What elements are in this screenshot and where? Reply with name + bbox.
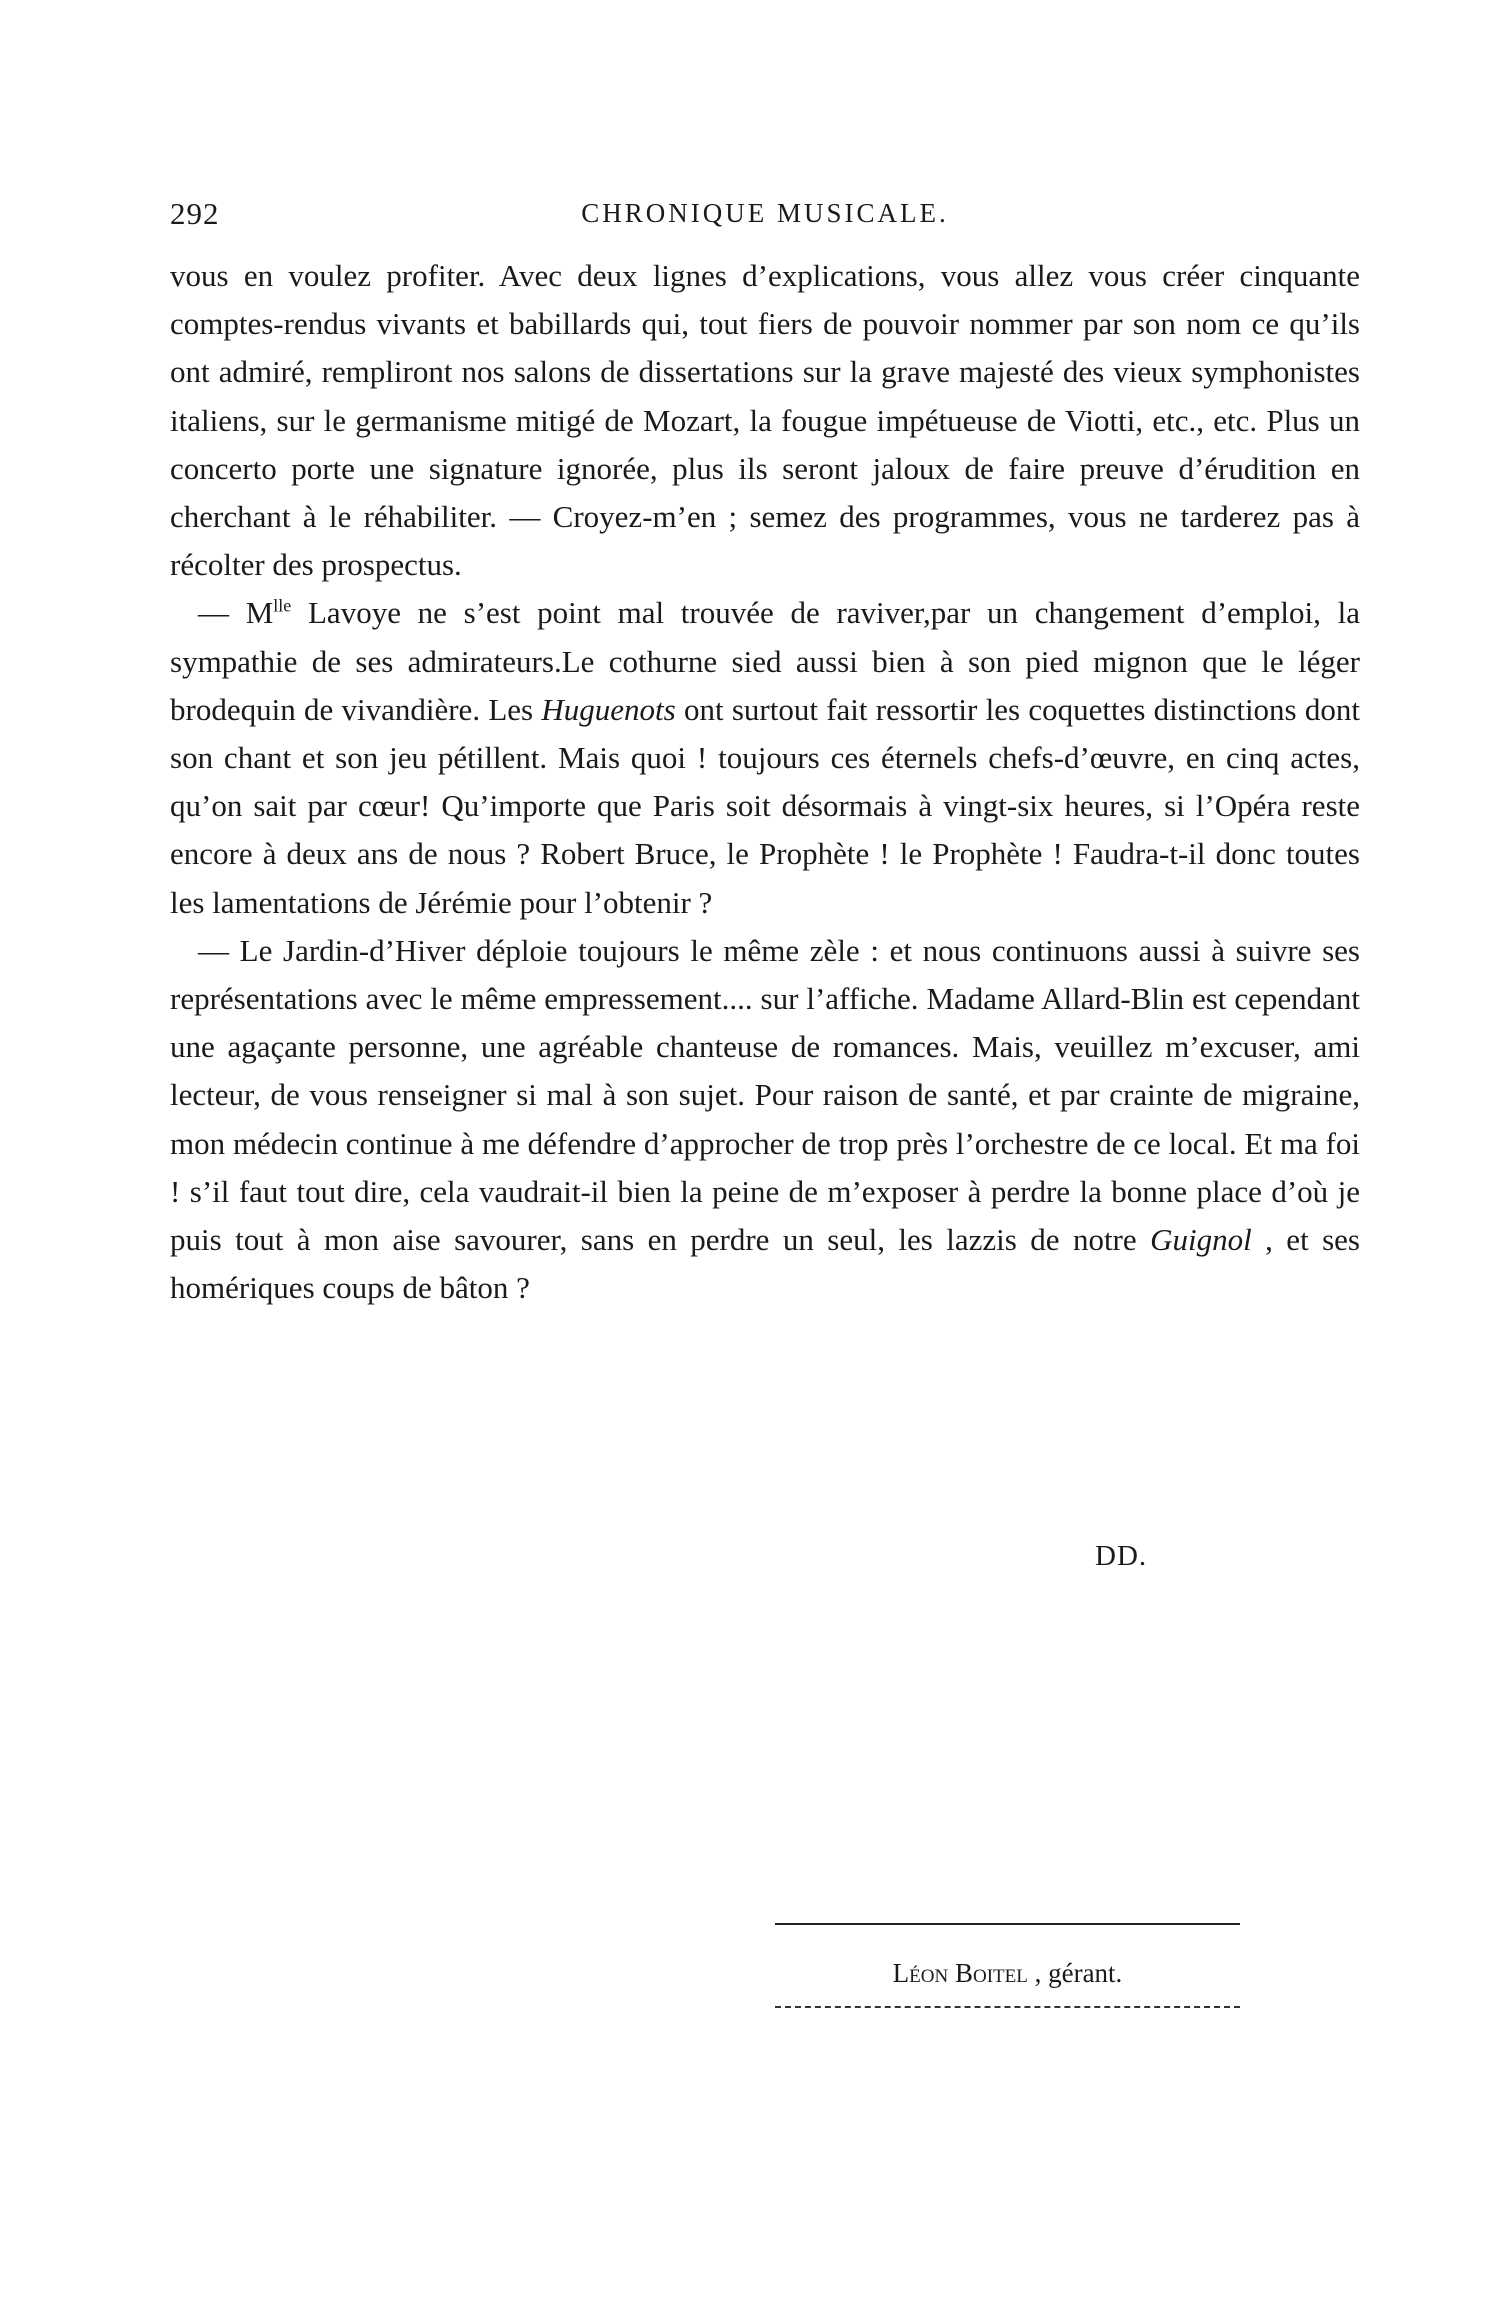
- paragraph-programmes: [170, 252, 1360, 589]
- paragraph-jardin-d-hiver: [170, 927, 1360, 1313]
- paragraph-text: ont surtout fait ressortir les coquettes distinctions dont son chant et son jeu pétillent. Mais quoi ! toujours ces éternels chefs-d’œuvre, en cinq actes, qu’on sait par cœur! Qu’importe que Paris soit désormais à vingt-six heures, si l’Opéra reste encore à deux ans de nous ? Robert Bruce, le Prophète ! le Prophète ! Faudra-t-il donc toutes les lamentations de Jérémie pour l’obtenir ?: [170, 691, 1360, 920]
- superscript-text: lle: [273, 596, 292, 617]
- author-signature: DD.: [1095, 1540, 1148, 1572]
- gerant-title: , gérant.: [1034, 1958, 1123, 1988]
- page-header: [170, 196, 1360, 236]
- footer-rule-bottom: [775, 2006, 1240, 2008]
- gerant-line: [775, 1958, 1240, 1989]
- body-text: [170, 252, 1360, 1312]
- running-title: CHRONIQUE MUSICALE.: [581, 198, 949, 228]
- italic-title-text: Guignol: [1150, 1222, 1252, 1258]
- italic-title-text: Huguenots: [541, 691, 676, 727]
- gerant-name: Léon Boitel: [892, 1958, 1028, 1988]
- footer-rule-top: [775, 1923, 1240, 1925]
- paragraph-lavoye: [170, 589, 1360, 926]
- paragraph-text: — Le Jardin-d’Hiver déploie toujours le même zèle : et nous continuons aussi à suivre ses représentations avec le même empressement.... sur l’affiche. Madame Allard-Blin est cependant une agaçante personne, une agréable chanteuse de romances. Mais, veuillez m’excuser, ami lecteur, de vous renseigner si mal à son sujet. Pour raison de santé, et par crainte de migraine, mon médecin continue à me défendre d’approcher de trop près l’orchestre de ce local. Et ma foi ! s’il faut tout dire, cela vaudrait-il bien la peine de m’exposer à perdre la bonne place d’où je puis tout à mon aise savourer, sans en perdre un seul, les lazzis de notre: [170, 932, 1360, 1258]
- paragraph-text: Lavoye ne s’est point mal trouvée de raviver,par un changement d’emploi, la sympathie de ses admirateurs.Le cothurne sied aussi bien à son pied mignon que le léger brodequin de vivandière. Les: [170, 595, 1360, 727]
- paragraph-text: — M: [198, 595, 274, 631]
- paragraph-text: , et ses homériques coups de bâton ?: [170, 1222, 1360, 1306]
- paragraph-text: vous en voulez profiter. Avec deux lignes d’explications, vous allez vous créer cinquante comptes-rendus vivants et babillards qui, tout fiers de pouvoir nommer par son nom ce qu’ils ont admiré, rempliront nos salons de dissertations sur la grave majesté des vieux symphonistes italiens, sur le germanisme mitigé de Mozart, la fougue impétueuse de Viotti, etc., etc. Plus un concerto porte une signature ignorée, plus ils seront jaloux de faire preuve d’érudition en cherchant à le réhabiliter. — Croyez-m’en ; semez des programmes, vous ne tarderez pas à récolter des prospectus.: [170, 258, 1360, 583]
- page-number: 292: [170, 196, 220, 231]
